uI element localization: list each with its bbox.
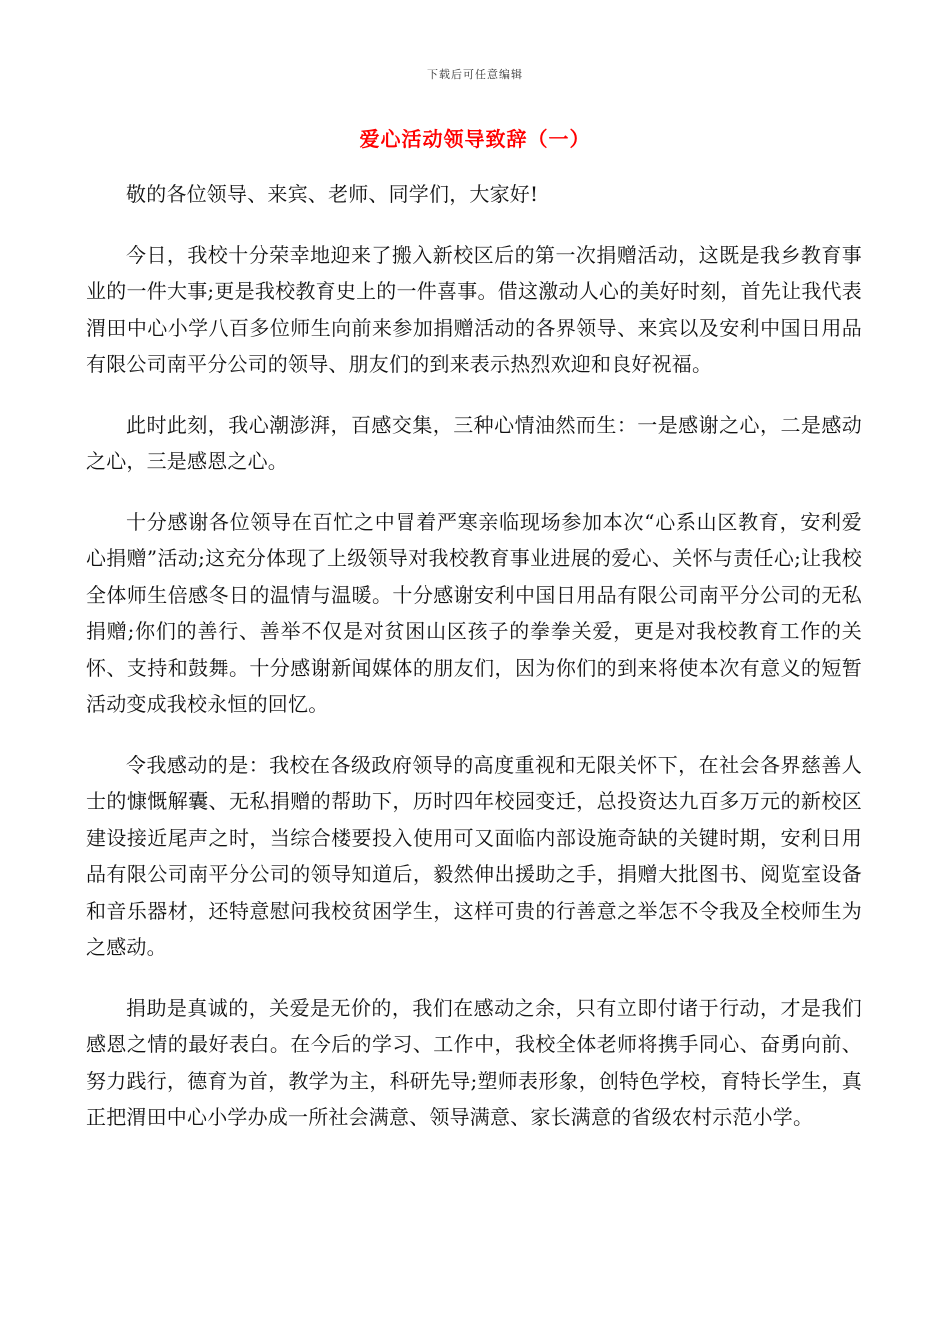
document-title: 爱心活动领导致辞（一） [359,127,591,151]
paragraph-thanks: 十分感谢各位领导在百忙之中冒着严寒亲临现场参加本次“心系山区教育，安利爱心捐赠”活动;这充分体现了上级领导对我校教育事业进展的爱心、关怀与责任心;让我校全体师生倍感冬日的温情与温暖。十分感谢安利中国日用品有限公司南平分公司的无私捐赠;你们的善行、善举不仅是对贫困山区孩子的拳拳关爱，更是对我校教育工作的关怀、支持和鼓舞。十分感谢新闻媒体的朋友们，因为你们的到来将使本次有意义的短暂活动变成我校永恒的回忆。 [86,509,862,716]
paragraph-greeting: 敬的各位领导、来宾、老师、同学们，大家好! [126,182,539,206]
document-body [86,176,862,1160]
paragraph-commitment: 捐助是真诚的，关爱是无价的，我们在感动之余，只有立即付诸于行动，才是我们感恩之情的最好表白。在今后的学习、工作中，我校全体老师将携手同心、奋勇向前、努力践行，德育为首，教学为主，科研先导;塑师表形象，创特色学校，育特长学生，真正把渭田中心小学办成一所社会满意、领导满意、家长满意的省级农村示范小学。 [86,995,862,1129]
paragraph-welcome: 今日，我校十分荣幸地迎来了搬入新校区后的第一次捐赠活动，这既是我乡教育事业的一件大事;更是我校教育史上的一件喜事。借这激动人心的美好时刻，首先让我代表渭田中心小学八百多位师生向前来参加捐赠活动的各界领导、来宾以及安利中国日用品有限公司南平分公司的领导、朋友们的到来表示热烈欢迎和良好祝福。 [86,242,862,376]
download-note: 下载后可任意编辑 [427,68,523,81]
paragraph-feelings: 此时此刻，我心潮澎湃，百感交集，三种心情油然而生：一是感谢之心，二是感动之心，三是感恩之心。 [86,412,862,473]
paragraph-moved: 令我感动的是：我校在各级政府领导的高度重视和无限关怀下，在社会各界慈善人士的慷慨解囊、无私捐赠的帮助下，历时四年校园变迁，总投资达九百多万元的新校区建设接近尾声之时，当综合楼要投入使用可又面临内部设施奇缺的关键时期，安利日用品有限公司南平分公司的领导知道后，毅然伸出援助之手，捐赠大批图书、阅览室设备和音乐器材，还特意慰问我校贫困学生，这样可贵的行善意之举怎不令我及全校师生为之感动。 [86,752,862,959]
